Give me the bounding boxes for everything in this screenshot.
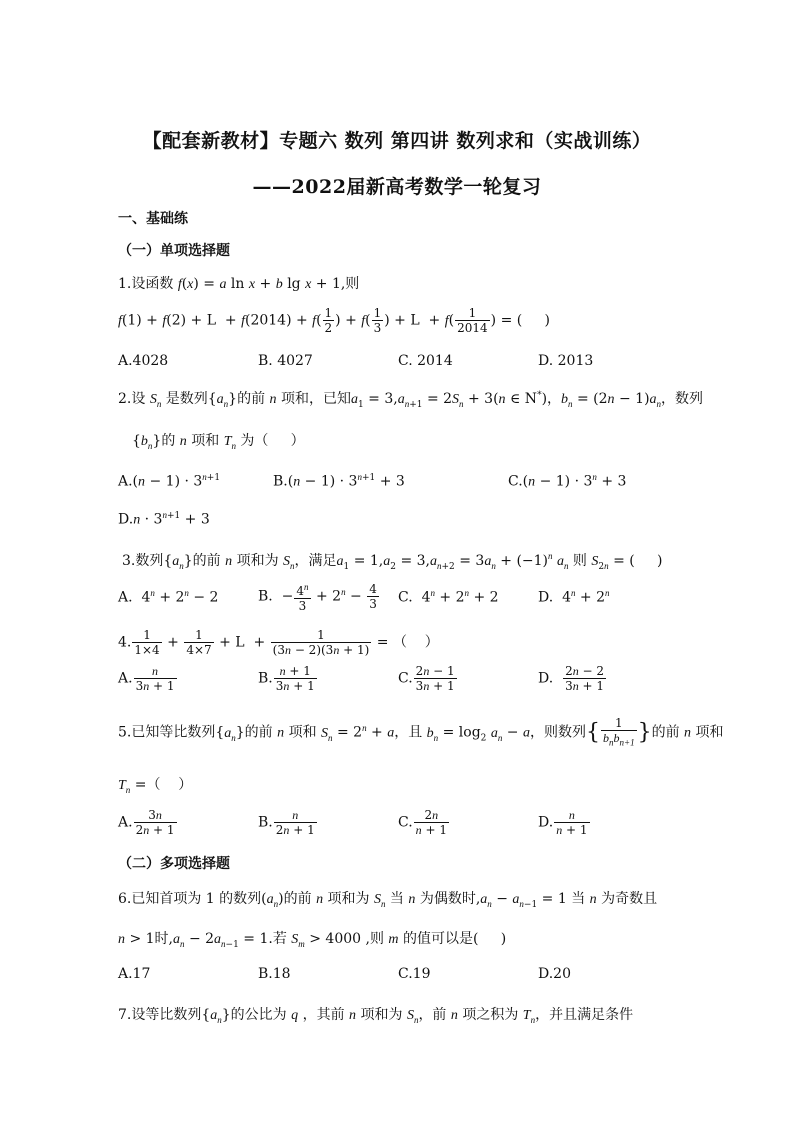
section-multi-choice: （二）多项选择题 — [118, 856, 230, 872]
q5-option-d: D. $\frac{n}{n + 1}$ — [538, 808, 588, 837]
q3-option-b: B. − $\frac{4^n}{3}$ + $2^n$ − $\frac{4}{3}$ — [258, 582, 377, 613]
q1-option-d: D. 2013 — [538, 353, 594, 369]
doc-title-line2: ——2022届新高考数学一轮复习 — [252, 176, 542, 198]
q4-stem: 4. $\frac{1}{1\times 4}$ + $\frac{1}{4\times 7}$ + L + $\frac{1}{(3n - 2)(3n + 1)}$ = （ ） — [118, 628, 439, 657]
q2-option-a: $A.(n - 1) \cdot 3^{n+1}$ — [118, 472, 221, 490]
section-basic: 一、基础练 — [118, 211, 188, 227]
q5-stem: 5.已知等比数列$\{a_n\}$的前 n 项和 $S_n = 2^n + a$，且 $b_n = \log_2 a_n - a$，则数列{ $\frac{1}{b_nb_{n+1}}$ }的前 n 项和 — [118, 716, 724, 748]
doc-title-line1: 【配套新教材】专题六 数列 第四讲 数列求和（实战训练） — [142, 130, 652, 152]
q1-expression: f(1) + f(2) + L + f(2014) + f( $\frac{1}{2}$ ) + f( $\frac{1}{3}$ ) + L + f( $\frac{1}{2014}$ ) = ( ) — [118, 306, 550, 335]
q1-stem: 1.设函数 f(x) = a ln x + b lg x + 1,则 — [118, 276, 360, 292]
q6-option-b: B.18 — [258, 966, 291, 982]
q6-option-d: D.20 — [538, 966, 571, 982]
q3-option-c: C. $4^n + 2^n + 2$ — [398, 588, 499, 606]
q4-option-b: B. $\frac{n + 1}{3n + 1}$ — [258, 664, 315, 693]
q6-stem: 6.已知首项为 1 的数列$(a_n)$的前 n 项和为 $S_n$ 当 n 为偶数时$,a_n - a_{n-1} = 1$ 当 n 为奇数且 — [118, 891, 658, 910]
q7-stem: 7.设等比数列$\{a_n\}$的公比为 q ，其前 n 项和为 $S_n$，前 n 项之积为 $T_n$，并且满足条件 — [118, 1007, 634, 1025]
q5-stem-2: $T_n$ =（ ） — [118, 777, 193, 795]
q1-option-a: A.4028 — [118, 353, 169, 369]
q3-option-d: D. $4^n + 2^n$ — [538, 588, 610, 606]
q2-option-b: $B.(n - 1) \cdot 3^{n+1} + 3$ — [273, 472, 405, 490]
q5-option-a: A. $\frac{3n}{2n + 1}$ — [118, 808, 175, 837]
q6-option-a: A.17 — [118, 966, 151, 982]
q1-option-c: C. 2014 — [398, 353, 453, 369]
q5-option-c: C. $\frac{2n}{n + 1}$ — [398, 808, 447, 837]
q1-option-b: B. 4027 — [258, 353, 313, 369]
q5-option-b: B. $\frac{n}{2n + 1}$ — [258, 808, 315, 837]
q3-option-a: A. $4^n + 2^n - 2$ — [118, 588, 219, 606]
q2-stem-2: $\{b_n\}$的 n 项和 $T_n$ 为（ ） — [132, 433, 305, 451]
q6-stem-2: n > 1时$,a_n - 2a_{n-1} = 1$.若 $S_m > 4000$ ,则 m 的值可以是( ) — [118, 931, 507, 950]
q4-option-a: A. $\frac{n}{3n + 1}$ — [118, 664, 175, 693]
q4-option-c: C. $\frac{2n - 1}{3n + 1}$ — [398, 664, 455, 693]
q2-stem: 2.设 $S_n$ 是数列$\{a_n\}$的前 n 项和，已知$a_1 = 3,a_{n+1} = 2S_n + 3(n$ ∈ N*)，$b_n = (2n - 1)a_n$，数列 — [118, 390, 704, 410]
q2-option-c: $C.(n - 1) \cdot 3^n + 3$ — [508, 472, 627, 490]
q2-option-d: $D.n \cdot 3^{n+1} + 3$ — [118, 510, 210, 528]
q3-stem: 3.数列$\{a_n\}$的前 n 项和为 $S_n$，满足$a_1 = 1,a_2 = 3,a_{n+2} = 3a_n + (-1)^n$ $a_n$ 则 $S_{2n}$ = ( ) — [122, 551, 663, 572]
q4-option-d: D. $\frac{2n - 2}{3n + 1}$ — [538, 664, 605, 693]
section-single-choice: （一）单项选择题 — [118, 243, 230, 259]
q6-option-c: C.19 — [398, 966, 431, 982]
